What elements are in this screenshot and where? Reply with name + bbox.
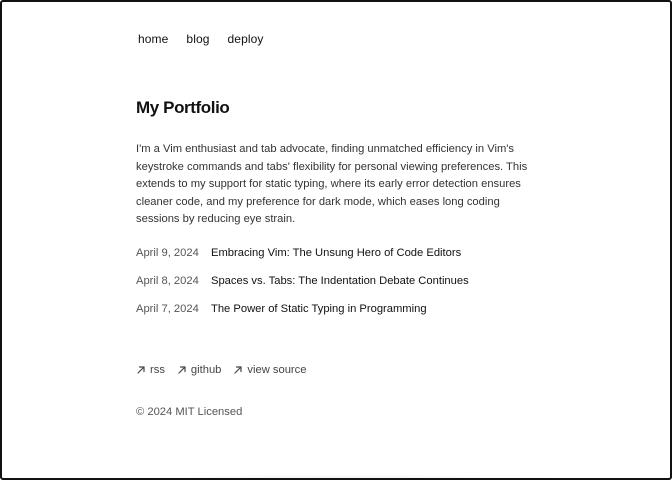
copyright-text: © 2024 MIT Licensed [136, 406, 243, 418]
rss-link-label: rss [150, 364, 165, 376]
post-list [136, 247, 546, 331]
github-link[interactable] [177, 364, 221, 376]
arrow-up-right-icon [233, 365, 243, 375]
post-title-link[interactable]: The Power of Static Typing in Programming [211, 303, 427, 315]
view-source-link-label: view source [247, 364, 307, 376]
nav-link-home[interactable]: home [138, 32, 169, 46]
view-source-link[interactable] [233, 364, 306, 376]
nav-link-blog[interactable]: blog [186, 32, 210, 46]
arrow-up-right-icon [177, 365, 187, 375]
arrow-up-right-icon [136, 365, 146, 375]
intro-paragraph: I'm a Vim enthusiast and tab advocate, finding unmatched efficiency in Vim's keystroke commands and tabs' flexibility for personal viewing preferences. This extends to my support for static typing, where its early error detection ensures cleaner code, and my preference for dark mode, which eases long coding sessions by reducing eye strain. [136, 143, 528, 226]
post-item [136, 247, 546, 275]
post-date: April 9, 2024 [136, 247, 199, 259]
post-item [136, 303, 546, 331]
rss-link[interactable] [136, 364, 165, 376]
top-nav [138, 32, 281, 46]
nav-link-deploy[interactable]: deploy [227, 32, 264, 46]
post-item [136, 275, 546, 303]
github-link-label: github [190, 364, 222, 376]
post-title-link[interactable]: Spaces vs. Tabs: The Indentation Debate Continues [211, 275, 469, 287]
post-title-link[interactable]: Embracing Vim: The Unsung Hero of Code Editors [211, 247, 462, 259]
post-date: April 8, 2024 [136, 275, 199, 287]
bottom-shadow [62, 474, 610, 480]
footer-links [136, 364, 318, 376]
page-title: My Portfolio [136, 98, 230, 117]
post-date: April 7, 2024 [136, 303, 199, 315]
